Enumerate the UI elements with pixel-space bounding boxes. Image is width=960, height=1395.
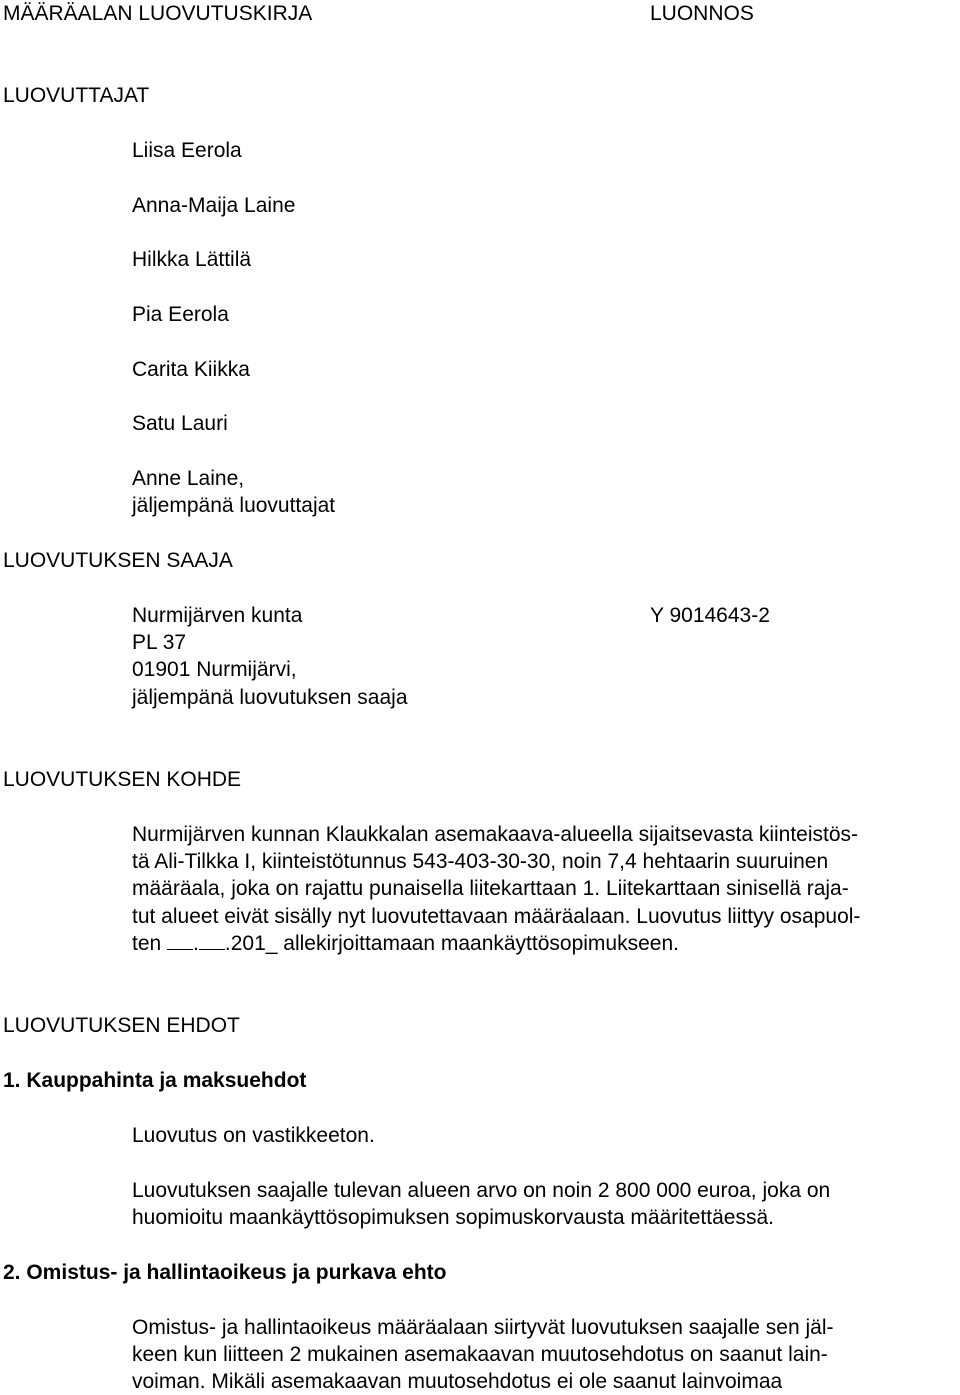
- kohde-text-line: tut alueet eivät sisälly nyt luovutettavaan määräalaan. Luovutus liittyy osapuol-: [132, 905, 861, 928]
- date-blank-day: [167, 932, 193, 950]
- kohde-text-line: tä Ali-Tilkka I, kiinteistötunnus 543-403-30-30, noin 7,4 hehtaarin suuruinen: [132, 850, 829, 873]
- kohde-text-line: määräala, joka on rajattu punaisella liitekarttaan 1. Liitekarttaan sinisellä raja-: [132, 877, 849, 900]
- luovuttaja-name: Carita Kiikka: [132, 358, 250, 381]
- section1-paragraph-line: huomioitu maankäyttösopimuksen sopimuskorvausta määritettäessä.: [132, 1206, 774, 1229]
- kohde-last-end: .201_ allekirjoittamaan maankäyttösopimukseen.: [224, 932, 679, 955]
- section2-paragraph-line: voiman. Mikäli asemakaavan muutosehdotus ei ole saanut lainvoimaa: [132, 1370, 783, 1393]
- kohde-last-sep: .: [193, 932, 199, 955]
- luovuttaja-name: Anne Laine,: [132, 467, 245, 490]
- luovuttaja-name: Anna-Maija Laine: [132, 194, 296, 217]
- kohde-text-line: Nurmijärven kunnan Klaukkalan asemakaava-alueella sijaitsevasta kiinteistös-: [132, 823, 859, 846]
- saaja-postal-address: 01901 Nurmijärvi,: [132, 658, 297, 681]
- luovuttaja-name: Liisa Eerola: [132, 139, 242, 162]
- date-blank-month: [199, 932, 225, 950]
- luovuttaja-name: Hilkka Lättilä: [132, 248, 252, 271]
- saaja-business-id: Y 9014643-2: [650, 604, 770, 627]
- kohde-last-start: ten: [132, 932, 162, 955]
- subsection-title-2: 2. Omistus- ja hallintaoikeus ja purkava ehto: [3, 1261, 447, 1284]
- saaja-name: Nurmijärven kunta: [132, 604, 303, 627]
- section-heading-saaja: LUOVUTUKSEN SAAJA: [3, 549, 233, 572]
- document-title: MÄÄRÄALAN LUOVUTUSKIRJA: [3, 2, 313, 25]
- saaja-po-box: PL 37: [132, 631, 187, 654]
- luovuttaja-name: Pia Eerola: [132, 303, 229, 326]
- luovuttaja-name: Satu Lauri: [132, 412, 228, 435]
- section2-paragraph-line: Omistus- ja hallintaoikeus määräalaan siirtyvät luovutuksen saajalle sen jäl-: [132, 1316, 834, 1339]
- section1-paragraph-line: Luovutuksen saajalle tulevan alueen arvo on noin 2 800 000 euroa, joka on: [132, 1179, 831, 1202]
- luovuttajat-suffix: jäljempänä luovuttajat: [132, 494, 336, 517]
- kohde-text-line-last: [132, 930, 679, 957]
- section2-paragraph-line: keen kun liitteen 2 mukainen asemakaavan muutosehdotus on saanut lain-: [132, 1343, 828, 1366]
- section1-paragraph: Luovutus on vastikkeeton.: [132, 1124, 375, 1147]
- draft-status-label: LUONNOS: [650, 2, 754, 25]
- section-heading-kohde: LUOVUTUKSEN KOHDE: [3, 768, 242, 791]
- subsection-title-1: 1. Kauppahinta ja maksuehdot: [3, 1069, 307, 1092]
- section-heading-ehdot: LUOVUTUKSEN EHDOT: [3, 1014, 240, 1037]
- section-heading-luovuttajat: LUOVUTTAJAT: [3, 84, 150, 107]
- saaja-suffix: jäljempänä luovutuksen saaja: [132, 686, 408, 709]
